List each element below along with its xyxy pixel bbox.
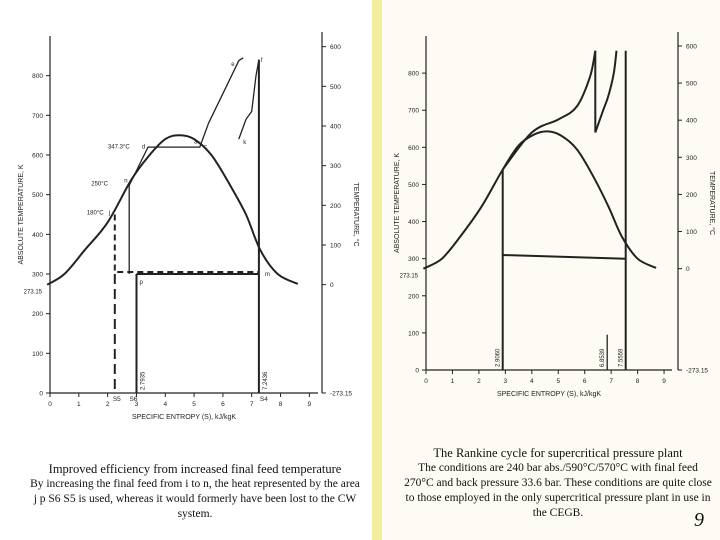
y-tick-label: 800	[408, 70, 419, 78]
x-tick-label: 6	[582, 378, 587, 385]
point-label-d: d	[141, 144, 146, 151]
y-tick-label: 0	[415, 367, 419, 375]
x-tick-label: 8	[278, 401, 283, 408]
saturation-dome	[423, 131, 656, 268]
caption-right-title: The Rankine cycle for supercritical pressure plant	[433, 446, 683, 460]
page-edge-strip	[372, 0, 382, 540]
y-tick-label: 400	[32, 231, 43, 239]
chart-right	[382, 0, 720, 440]
cycle-superheat	[209, 58, 244, 124]
x-tick-label: 9	[662, 378, 666, 385]
y-tick-label: 200	[32, 311, 43, 319]
point-label-m: m	[264, 272, 270, 278]
point-label-f: f	[260, 57, 263, 64]
y-tick-label: 800	[32, 73, 43, 81]
y-tick-label: 700	[408, 107, 419, 115]
x-tick-label: 5	[192, 401, 196, 408]
x-tick-label: 9	[307, 401, 312, 408]
y-tick-label: 700	[32, 112, 43, 120]
x-tick-label: 3	[503, 378, 508, 385]
x-tick-label: 2	[477, 378, 481, 385]
entropy-label-27935: 2.7935	[140, 371, 147, 390]
ref-label: 273.15	[399, 273, 418, 280]
s5-label: S5	[112, 396, 121, 403]
y2-tick-label: 0	[686, 266, 690, 274]
y-axis-title: ABSOLUTE TEMPERATURE, K	[394, 152, 401, 254]
y2-tick-label: 400	[330, 123, 341, 131]
y2-tick-label: 100	[330, 242, 341, 250]
temp-label-347: 347.3°C	[107, 144, 130, 151]
y-tick-label: 300	[32, 271, 43, 279]
x-tick-label: 6	[221, 401, 225, 408]
supercritical-heating	[503, 51, 596, 170]
x-tick-label: 7	[609, 378, 613, 385]
y-tick-label: 100	[408, 330, 419, 338]
condensing-line	[503, 255, 626, 259]
y2-tick-label: 500	[686, 80, 697, 88]
y2-tick-label: -273.15	[686, 367, 709, 375]
y2-tick-label: 500	[330, 83, 341, 91]
s6-label: S6	[129, 396, 138, 403]
y2-tick-label: 200	[330, 202, 341, 210]
caption-right-text: The conditions are 240 bar abs./590°C/570°C with final feed 270°C and back pressure 33.6 bar. These conditions are quite close to those employed in the only supercritical pressure plant in use in the CEGB.	[404, 462, 712, 519]
y-tick-label: 400	[408, 219, 419, 227]
old-feed-dashed	[115, 215, 259, 273]
x-tick-label: 5	[556, 378, 561, 385]
slide-number: 9	[694, 509, 704, 531]
x-axis-title: SPECIFIC ENTROPY (S), kJ/kgK	[131, 414, 237, 421]
point-label-j: j	[108, 210, 111, 217]
entropy-label-68539: 6.8539	[600, 348, 607, 367]
y-tick-label: 100	[32, 350, 43, 358]
temp-label-180: 180°C	[86, 210, 104, 217]
point-label-a: a	[194, 139, 198, 146]
y-tick-label: 300	[408, 256, 419, 264]
y2-axis-title: TEMPERATURE, °C	[352, 182, 359, 247]
caption-left-text: By increasing the final feed from i to n, the heat represented by the area j p S6 S5 is used, whereas it would formerly have been lost to the CW system.	[30, 478, 360, 520]
chart-left	[0, 0, 372, 450]
y2-tick-label: 400	[686, 117, 697, 125]
y2-tick-label: -273.15	[330, 390, 353, 398]
x-tick-label: 1	[77, 401, 81, 408]
point-label-n: n	[124, 178, 128, 185]
point-label-p: p	[139, 280, 143, 286]
y2-axis-title: TEMPERATURE, °C	[708, 170, 715, 236]
y2-tick-label: 0	[330, 282, 334, 290]
temp-label-250: 250°C	[91, 181, 108, 188]
caption-right	[402, 446, 714, 521]
y-tick-label: 200	[408, 293, 419, 301]
x-tick-label: 4	[529, 378, 534, 385]
cycle-reheat	[239, 60, 259, 139]
s4-label: S4	[259, 396, 268, 403]
point-label-e: e	[231, 61, 235, 68]
y2-tick-label: 600	[330, 44, 341, 52]
x-tick-label: 1	[450, 378, 455, 385]
x-tick-label: 3	[134, 401, 139, 408]
y2-tick-label: 600	[686, 43, 697, 51]
ref-label: 273.15	[23, 289, 42, 296]
y-tick-label: 0	[39, 390, 43, 398]
entropy-label-29060: 2.9060	[495, 348, 502, 367]
x-tick-label: 8	[635, 378, 640, 385]
y2-tick-label: 100	[686, 229, 697, 237]
y-tick-label: 600	[408, 144, 419, 152]
x-axis-title: SPECIFIC ENTROPY (S), kJ/kgK	[496, 391, 602, 398]
y2-tick-label: 300	[330, 163, 341, 171]
caption-left	[30, 462, 360, 522]
entropy-label-75559: 7.5559	[618, 348, 625, 367]
y2-tick-label: 200	[686, 191, 697, 199]
entropy-label-72436: 7.2436	[262, 371, 269, 390]
y2-tick-label: 300	[686, 154, 697, 162]
saturation-dome	[47, 135, 298, 285]
x-tick-label: 4	[163, 401, 168, 408]
x-tick-label: 7	[249, 401, 254, 408]
right-panel	[382, 0, 720, 540]
x-tick-label: 0	[424, 378, 428, 385]
point-label-c: c	[203, 144, 207, 151]
point-label-k: k	[243, 140, 247, 147]
cycle-heating	[129, 123, 208, 185]
x-tick-label: 2	[105, 401, 110, 408]
supercritical-reheat	[595, 51, 616, 133]
x-tick-label: 0	[48, 401, 52, 408]
caption-left-title: Improved efficiency from increased final feed temperature	[48, 462, 342, 476]
y-tick-label: 600	[32, 152, 43, 160]
y-tick-label: 500	[408, 181, 419, 189]
y-tick-label: 500	[32, 192, 43, 200]
y-axis-title: ABSOLUTE TEMPERATURE, K	[18, 164, 25, 265]
